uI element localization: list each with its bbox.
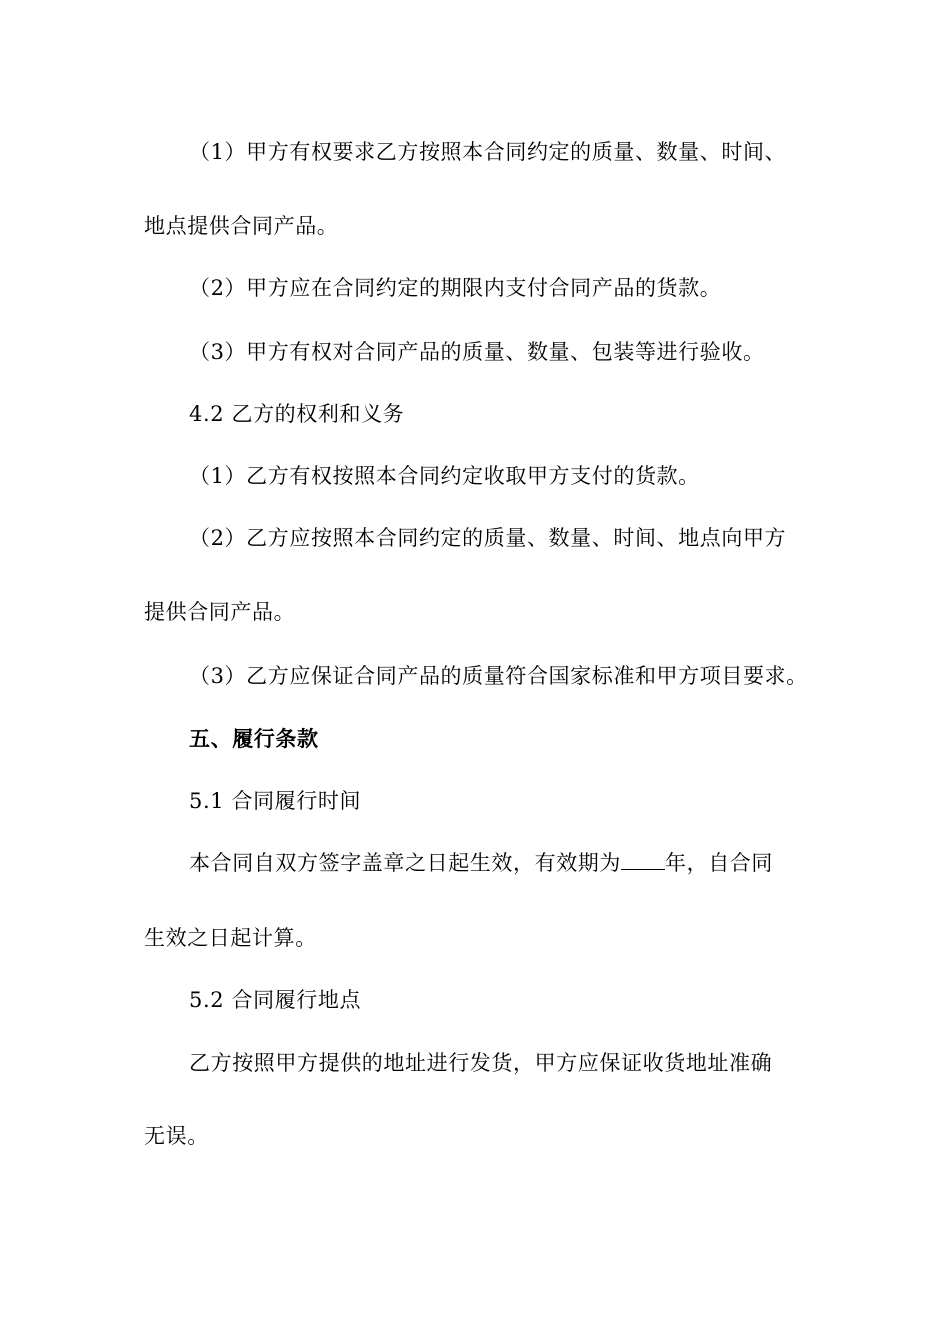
clause-4-1-2: （2）甲方应在合同约定的期限内支付合同产品的货款。 <box>189 276 722 300</box>
clause-4-2-2-line-1: （2）乙方应按照本合同约定的质量、数量、时间、地点向甲方 <box>189 526 787 550</box>
clause-4-2-2-line-2: 提供合同产品。 <box>144 600 296 624</box>
clause-5-2-line-2: 无误。 <box>144 1124 209 1148</box>
section-5-1-heading: 5.1 合同履行时间 <box>189 789 362 813</box>
clause-4-1-1-line-2: 地点提供合同产品。 <box>144 214 339 238</box>
validity-years-blank <box>621 851 665 870</box>
section-5-2-heading: 5.2 合同履行地点 <box>189 988 362 1012</box>
clause-5-1-line-2: 生效之日起计算。 <box>144 926 317 950</box>
clause-4-1-1-line-1: （1）甲方有权要求乙方按照本合同约定的质量、数量、时间、 <box>189 140 787 164</box>
clause-5-1-text-end: 年，自合同 <box>665 851 773 875</box>
clause-5-1-text-start: 本合同自双方签字盖章之日起生效，有效期为 <box>189 851 621 875</box>
clause-4-2-3: （3）乙方应保证合同产品的质量符合国家标准和甲方项目要求。 <box>189 664 808 688</box>
clause-4-2-1: （1）乙方有权按照本合同约定收取甲方支付的货款。 <box>189 464 700 488</box>
clause-5-1-line-1 <box>189 849 773 877</box>
section-4-2-heading: 4.2 乙方的权利和义务 <box>189 402 405 426</box>
chapter-5-heading: 五、履行条款 <box>189 726 319 751</box>
clause-5-2-line-1: 乙方按照甲方提供的地址进行发货，甲方应保证收货地址准确 <box>189 1051 773 1075</box>
clause-4-1-3: （3）甲方有权对合同产品的质量、数量、包装等进行验收。 <box>189 340 765 364</box>
